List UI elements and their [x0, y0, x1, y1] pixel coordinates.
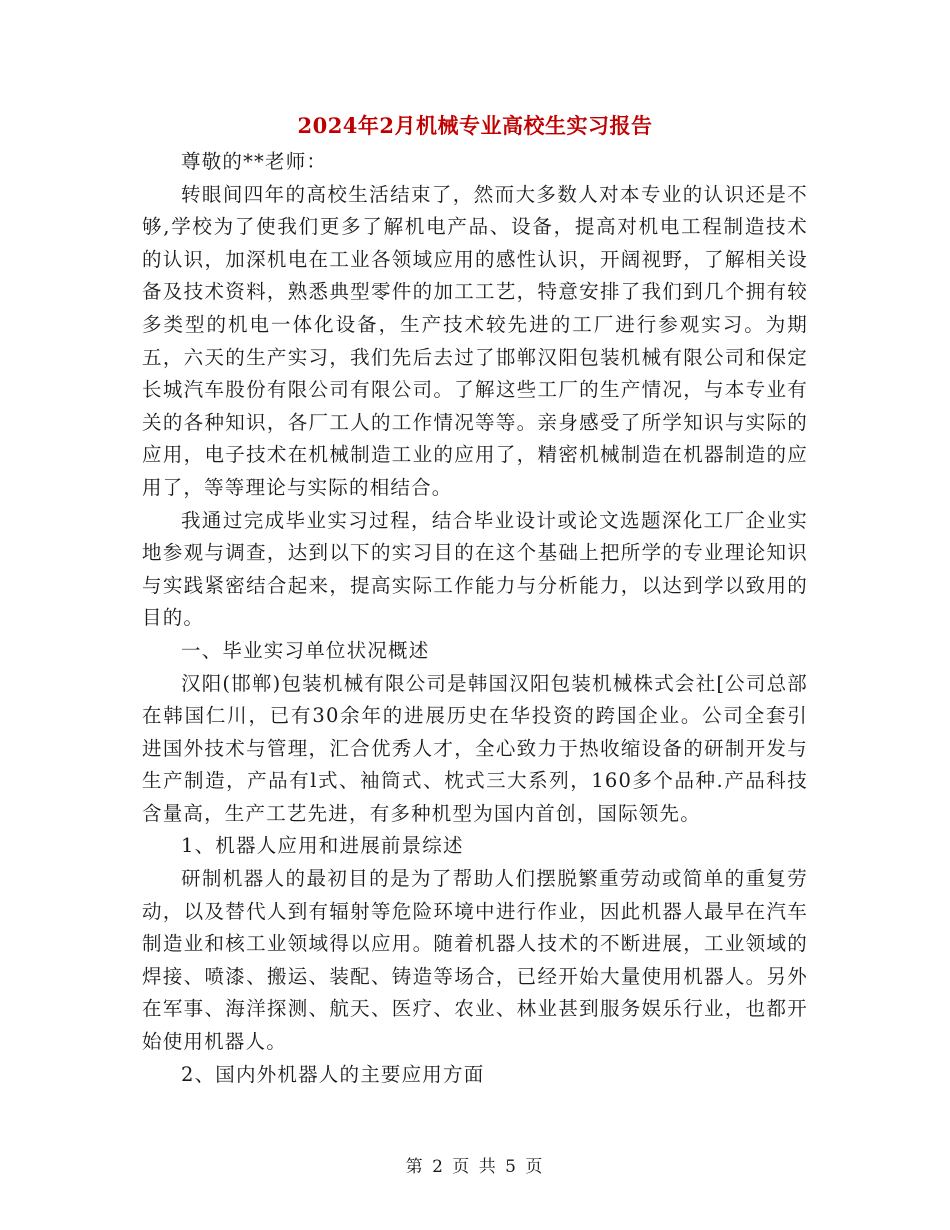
- subsection-heading-1: 1、机器人应用和进展前景综述: [181, 834, 464, 858]
- section-heading-1: 一、毕业实习单位状况概述: [181, 638, 430, 662]
- paragraph-intro: 转眼间四年的高校生活结束了，然而大多数人对本专业的认识还是不够,学校为了使我们更多了解机电产品、设备，提高对机电工程制造技术的认识，加深机电在工业各领域应用的感性认识，开阔视野，了解相关设备及技术资料，熟悉典型零件的加工工艺，特意安排了我们到几个拥有较多类型的机电一体化设备，生产技术较先进的工厂进行参观实习。为期五，六天的生产实习，我们先后去过了邯郸汉阳包装机械有限公司和保定长城汽车股份有限公司有限公司。了解这些工厂的生产情况，与本专业有关的各种知识，各厂工人的工作情况等等。亲身感受了所学知识与实际的应用，电子技术在机械制造工业的应用了，精密机械制造在机器制造的应用了，等等理论与实际的相结合。: [142, 182, 808, 499]
- paragraph-company: 汉阳(邯郸)包装机械有限公司是韩国汉阳包装机械株式会社[公司总部在韩国仁川，已有30余年的进展历史在华投资的跨国企业。公司全套引进国外技术与管理，汇合优秀人才，全心致力于热收缩设备的研制开发与生产制造，产品有l式、袖筒式、枕式三大系列，160多个品种.产品科技含量高，生产工艺先进，有多种机型为国内首创，国际领先。: [142, 671, 808, 825]
- document-body: [142, 146, 808, 1091]
- salutation: 尊敬的**老师：: [181, 150, 328, 173]
- subsection-heading-2: 2、国内外机器人的主要应用方面: [181, 1062, 485, 1086]
- page-number: 第 2 页 共 5 页: [405, 1157, 545, 1177]
- page-title: 2024年2月机械专业高校生实习报告: [297, 113, 653, 138]
- paragraph-robots: 研制机器人的最初目的是为了帮助人们摆脱繁重劳动或简单的重复劳动，以及替代人到有辐射等危险环境中进行作业，因此机器人最早在汽车制造业和核工业领域得以应用。随着机器人技术的不断进展，工业领域的焊接、喷漆、搬运、装配、铸造等场合，已经开始大量使用机器人。另外在军事、海洋探测、航天、医疗、农业、林业甚到服务娱乐行业，也都开始使用机器人。: [142, 867, 808, 1054]
- paragraph-purpose: 我通过完成毕业实习过程，结合毕业设计或论文选题深化工厂企业实地参观与调查，达到以下的实习目的在这个基础上把所学的专业理论知识与实践紧密结合起来，提高实际工作能力与分析能力，以达到学以致用的目的。: [142, 508, 808, 630]
